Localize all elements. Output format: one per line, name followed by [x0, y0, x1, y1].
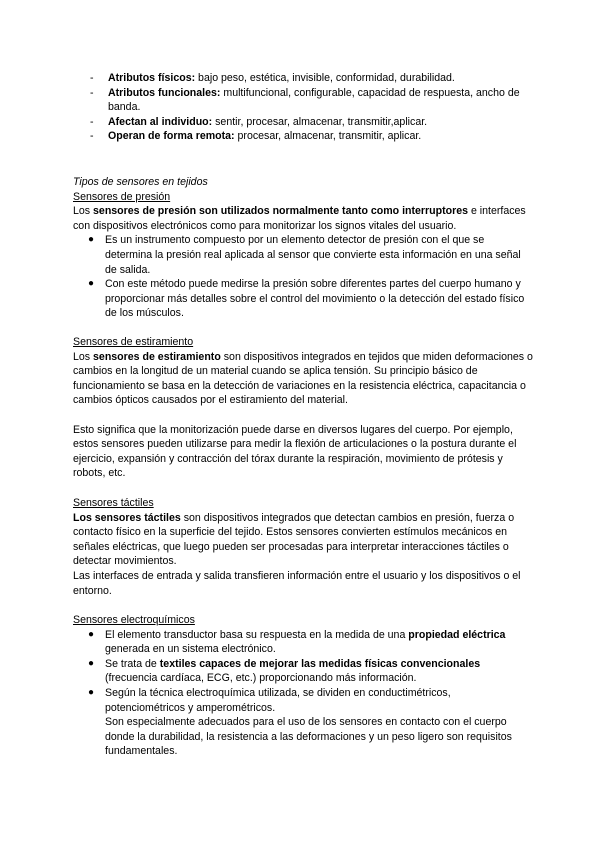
- attribute-label: Atributos físicos:: [108, 72, 196, 84]
- bold-text: Los sensores táctiles: [73, 511, 181, 524]
- dash-marker: -: [90, 130, 94, 143]
- text: Los: [73, 205, 94, 218]
- attribute-label: Afectan al individuo:: [108, 115, 213, 128]
- list-item: [90, 86, 520, 115]
- bullet-icon: ●: [88, 657, 95, 669]
- list-item: [73, 628, 533, 657]
- bullet-icon: ●: [88, 234, 95, 246]
- text: El elemento transductor basa su respuesta en la medida de una: [105, 628, 409, 641]
- types-heading: Tipos de sensores en tejidos: [73, 176, 208, 188]
- text: Los: [73, 350, 94, 363]
- stretch-para2: Esto significa que la monitorización puede darse en diversos lugares del cuerpo. Por ejemplo, estos sensores pueden utilizarse para medir la flexión de articulaciones o la postura durante el ejercicio, expansión y contracción del tórax durante la respiración, movimiento de prótesis y robots, etc.: [73, 423, 517, 480]
- bold-text: sensores de estiramiento: [93, 350, 221, 363]
- attribute-text: bajo peso, estética, invisible, conformidad, durabilidad.: [195, 72, 455, 84]
- attributes-list: [90, 71, 520, 144]
- stretch-intro: [73, 350, 533, 408]
- bullet-text: Con este método puede medirse la presión sobre diferentes partes del cuerpo humano y proporcionar más detalles sobre el control del movimiento o la detección del estado físico de los músculos.: [105, 278, 525, 320]
- stretch-heading: Sensores de estiramiento: [73, 336, 194, 348]
- tactile-para2: Las interfaces de entrada y salida transfieren información entre el usuario y los dispositivos o el entorno.: [73, 569, 521, 597]
- attribute-text: multifuncional, configurable, capacidad de respuesta, ancho de banda.: [108, 86, 520, 114]
- tactile-heading: Sensores táctiles: [73, 497, 154, 509]
- list-item: [73, 657, 533, 686]
- list-item: [73, 277, 533, 321]
- electro-section: [73, 613, 533, 759]
- attribute-label: Atributos funcionales:: [108, 86, 221, 99]
- text: Se trata de: [105, 657, 160, 670]
- bold-text: sensores de presión son utilizados normalmente tanto como interruptores: [93, 205, 469, 218]
- pressure-heading: Sensores de presión: [73, 190, 171, 203]
- text: generada en un sistema electrónico.: [105, 643, 276, 656]
- dash-marker: -: [90, 72, 94, 84]
- bold-text: propiedad eléctrica: [408, 628, 506, 641]
- attribute-text: procesar, almacenar, transmitir, aplicar.: [234, 130, 422, 143]
- attribute-label: Operan de forma remota:: [108, 130, 235, 143]
- tactile-intro: [73, 511, 533, 569]
- bullet-icon: ●: [88, 278, 95, 290]
- text: son dispositivos integrados en tejidos que miden deformaciones o cambios en la longitud de un material cuando se aplica tensión. Su principio básico de funcionamiento se basa en la detección de variaciones en la resistencia eléctrica, capacitancia o cambios ópticos causados por el estiramiento del material.: [73, 350, 533, 407]
- list-item: [90, 129, 520, 144]
- bullet-text: Es un instrumento compuesto por un elemento detector de presión con el que se determina la presión real aplicada al sensor que convierte esta información en una señal de salida.: [105, 234, 521, 276]
- dash-marker: -: [90, 115, 94, 128]
- text: e interfaces con dispositivos electrónicos como para monitorizar los signos vitales del usuario.: [73, 205, 526, 232]
- bullet-icon: ●: [88, 628, 95, 640]
- bullet-continuation: Son especialmente adecuados para el uso de los sensores en contacto con el cuerpo donde la durabilidad, la resistencia a las deformaciones y un peso ligero son requisitos fundamentales.: [105, 716, 512, 758]
- bullet-text: Según la técnica electroquímica utilizada, se dividen en conductimétricos, potenciométricos y amperométricos.: [105, 686, 451, 714]
- list-item: [73, 233, 533, 277]
- text: (frecuencia cardíaca, ECG, etc.) proporcionando más información.: [105, 672, 417, 685]
- dash-marker: -: [90, 86, 94, 99]
- pressure-section: [73, 175, 533, 321]
- pressure-intro: [73, 204, 533, 233]
- list-item: [90, 115, 520, 130]
- stretch-section: [73, 335, 533, 481]
- electro-heading: Sensores electroquímicos: [73, 614, 195, 626]
- list-item: [73, 686, 533, 759]
- attribute-text: sentir, procesar, almacenar, transmitir,aplicar.: [212, 115, 428, 128]
- tactile-section: [73, 496, 533, 598]
- bullet-icon: ●: [88, 686, 95, 698]
- list-item: [90, 71, 520, 86]
- bold-text: textiles capaces de mejorar las medidas físicas convencionales: [159, 657, 481, 670]
- text: son dispositivos integrados que detectan cambios en presión, fuerza o contacto físico en la superficie del tejido. Estos sensores convierten estímulos mecánicos en señales eléctricas, que luego pueden ser procesadas para interpretar interacciones táctiles o detectar movimientos.: [73, 511, 515, 568]
